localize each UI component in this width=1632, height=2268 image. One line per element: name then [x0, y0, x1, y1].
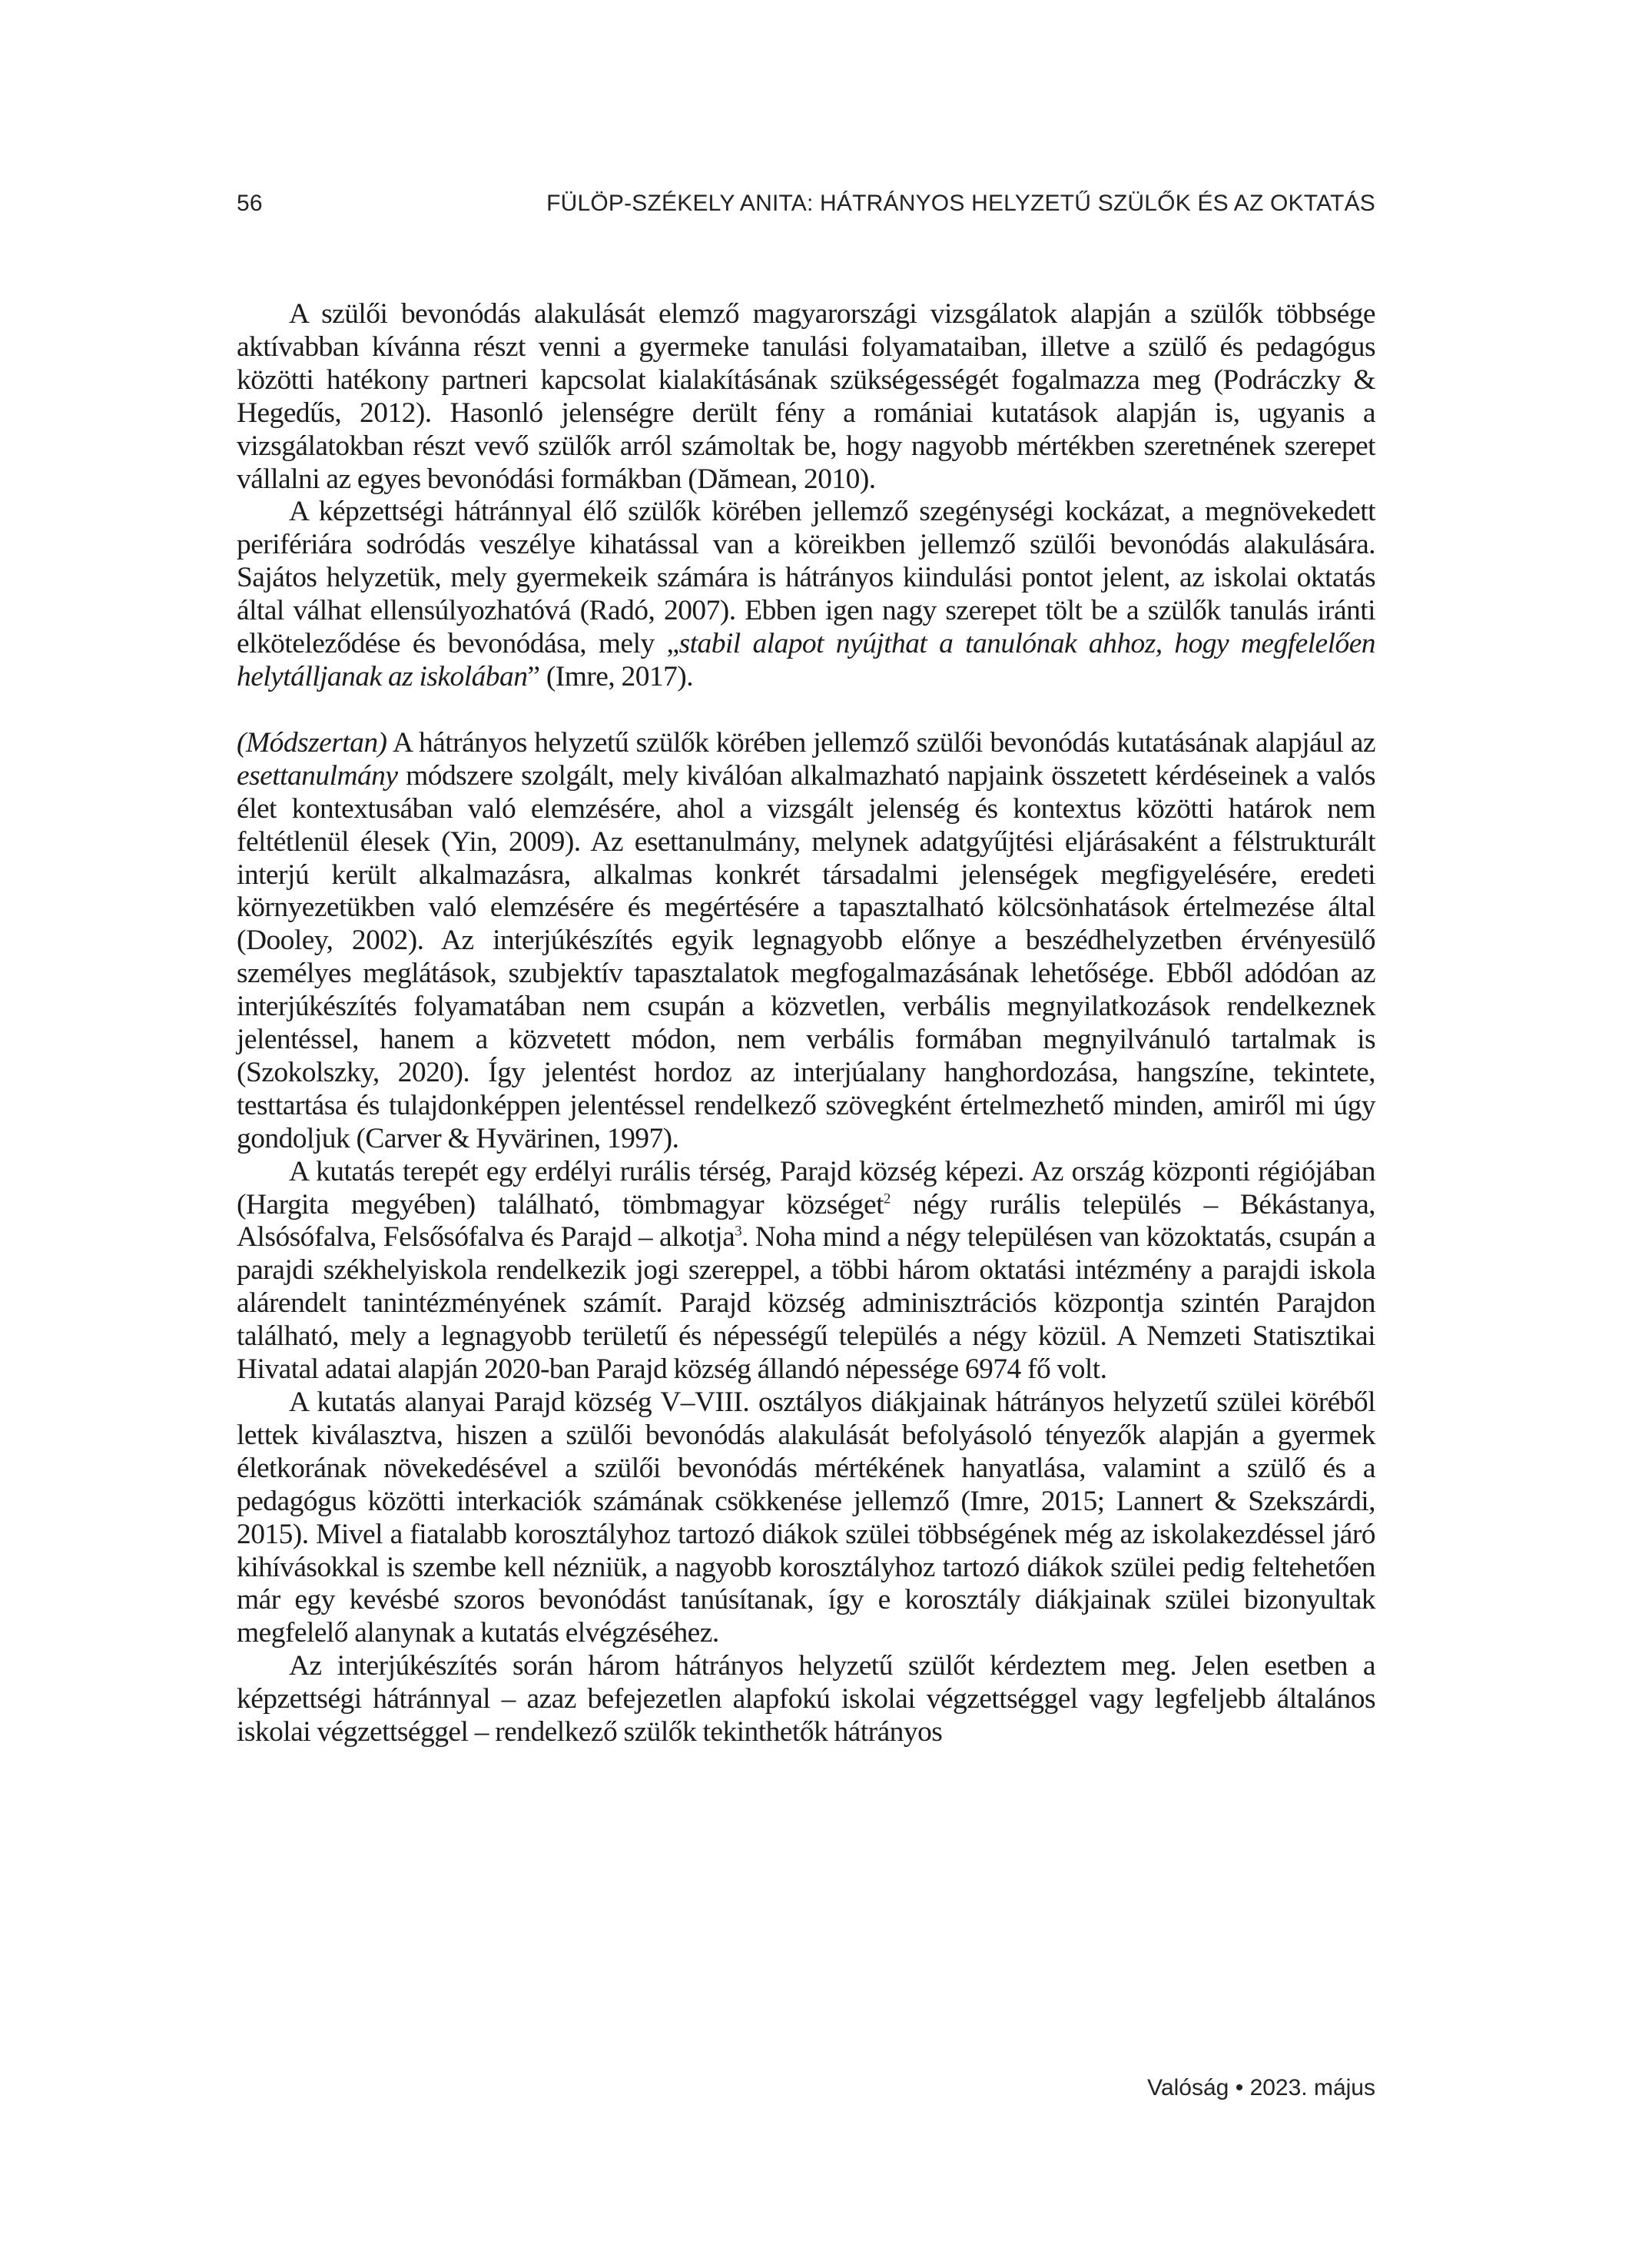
paragraph-text: négy rurális település – Békástanya, Alsósófalva, Felsősófalva és Parajd – alkotja	[237, 1188, 1376, 1254]
paragraph-text: A kutatás alanyai Parajd község V–VIII. osztályos diákjainak hátrányos helyzetű szülei köréből lettek kiválasztva, hiszen a szülői bevonódás alakulását befolyásoló tényezők alapján a gyermek életkorának növekedésével a szülői bevonódás mértékének hanyatlása, valamint a szülő és a pedagógus közötti interkaciók számának csökkenése jellemző (Imre, 2015; Lannert & Szekszárdi, 2015). Mivel a fiatalabb korosztályhoz tartozó diákok szülei többségének még az iskolakezdéssel járó kihívásokkal is szembe kell nézniük, a nagyobb korosztályhoz tartozó diákok szülei pedig feltehetően már egy kevésbé szoros bevonódást tanúsítanak, így e korosztály diákjainak szülei bizonyultak megfelelő alanynak a kutatás elvégzéséhez.	[237, 1386, 1375, 1649]
article-body	[237, 298, 1375, 1749]
paragraph-text: . Noha mind a négy településen van közoktatás, csupán a parajdi székhelyiskola rendelkezik jogi szereppel, a többi három oktatási intézmény a parajdi iskola alárendelt tanintézményének számít. Parajd község adminisztrációs központja szintén Parajdon található, mely a legnagyobb területű és népességű település a négy közül. A Nemzeti Statisztikai Hivatal adatai alapján 2020-ban Parajd község állandó népessége 6974 fő volt.	[237, 1221, 1375, 1386]
emphasized-term: esettanulmány	[237, 759, 398, 792]
paragraph-text: A szülői bevonódás alakulását elemző magyarországi vizsgálatok alapján a szülők többsége aktívabban kívánna részt venni a gyermeke tanulási folyamataiban, illetve a szülő és pedagógus közötti hatékony partneri kapcsolat kialakításának szükségességét fogalmazza meg (Podráczky & Hegedűs, 2012). Hasonló jelenségre derült fény a romániai kutatások alapján is, ugyanis a vizsgálatokban részt vevő szülők arról számoltak be, hogy nagyobb mértékben szeretnének szerepet vállalni az egyes bevonódási formákban (Dămean, 2010).	[237, 298, 1375, 495]
paragraph-interviews	[237, 1650, 1375, 1749]
paragraph-text: A hátrányos helyzetű szülők körében jellemző szülői bevonódás kutatásának alapjául az	[386, 726, 1375, 759]
page-footer	[1147, 2075, 1375, 2101]
footnote-ref-3[interactable]: 3	[735, 1223, 742, 1240]
issue-date: 2023. május	[1249, 2075, 1375, 2100]
paragraph-text: A képzettségi hátránnyal élő szülők körében jellemző szegénységi kockázat, a megnövekedett perifériára sodródás veszélye kihatással van a köreikben jellemző szülői bevonódás alakulására. Sajátos helyzetük, mely gyermekeik számára is hátrányos kiindulási pontot jelent, az iskolai oktatás által válhat ellensúlyozhatóvá (Radó, 2007). Ebben igen nagy szerepet tölt be a szülők tanulás iránti elköteleződése és bevonódása, mely „	[237, 496, 1375, 660]
paragraph-research-site	[237, 1156, 1375, 1386]
paragraph-educational-disadvantage	[237, 496, 1375, 693]
paragraph-text: A kutatás terepét egy erdélyi rurális térség, Parajd község képezi. Az ország központi régiójában (Hargita megyében) található, tömbmagyar községet	[237, 1155, 1375, 1220]
page-number: 56	[237, 191, 263, 216]
section-lead-in: (Módszertan)	[237, 726, 387, 759]
quotation: stabil alapot nyújthat a tanulónak ahhoz, hogy megfelelően helytálljanak az iskolában	[237, 628, 1375, 692]
paragraph-methodology	[237, 727, 1375, 1156]
citation: ” (Imre, 2017).	[527, 660, 694, 692]
paragraph-parent-involvement-studies	[237, 298, 1375, 496]
paragraph-text: Az interjúkészítés során három hátrányos helyzetű szülőt kérdeztem meg. Jelen esetben a képzettségi hátránnyal – azaz befejezetlen alapfokú iskolai végzettséggel vagy legfeljebb általános iskolai végzettséggel – rendelkező szülők tekinthetők hátrányos	[237, 1650, 1375, 1748]
running-head	[237, 191, 1375, 221]
journal-name: Valóság	[1147, 2075, 1229, 2100]
bullet-separator: •	[1235, 2075, 1244, 2100]
running-title: FÜLÖP-SZÉKELY ANITA: HÁTRÁNYOS HELYZETŰ SZÜLŐK ÉS AZ OKTATÁS	[546, 191, 1375, 216]
footnote-ref-2[interactable]: 2	[883, 1190, 891, 1207]
paragraph-research-subjects	[237, 1386, 1375, 1650]
paragraph-text: módszere szolgált, mely kiválóan alkalmazható napjaink összetett kérdéseinek a valós élet kontextusában való elemzésére, ahol a vizsgált jelenség és kontextus közötti határok nem feltétlenül élesek (Yin, 2009). Az esettanulmány, melynek adatgyűjtési eljárásaként a félstrukturált interjú került alkalmazásra, alkalmas konkrét társadalmi jelenségek megfigyelésére, eredeti környezetükben való elemzésére és megértésére a tapasztalható kölcsönhatások értelmezése által (Dooley, 2002). Az interjúkészítés egyik legnagyobb előnye a beszédhelyzetben érvényesülő személyes meglátások, szubjektív tapasztalatok megfogalmazásának lehetősége. Ebből adódóan az interjúkészítés folyamatában nem csupán a közvetlen, verbális megnyilatkozások rendelkeznek jelentéssel, hanem a közvetett módon, nem verbális formában megnyilvánuló tartalmak is (Szokolszky, 2020). Így jelentést hordoz az interjúalany hanghordozása, hangszíne, tekintete, testtartása és tulajdonképpen jelentéssel rendelkező szövegként értelmezhető minden, amiről mi úgy gondoljuk (Carver & Hyvärinen, 1997).	[237, 759, 1375, 1154]
